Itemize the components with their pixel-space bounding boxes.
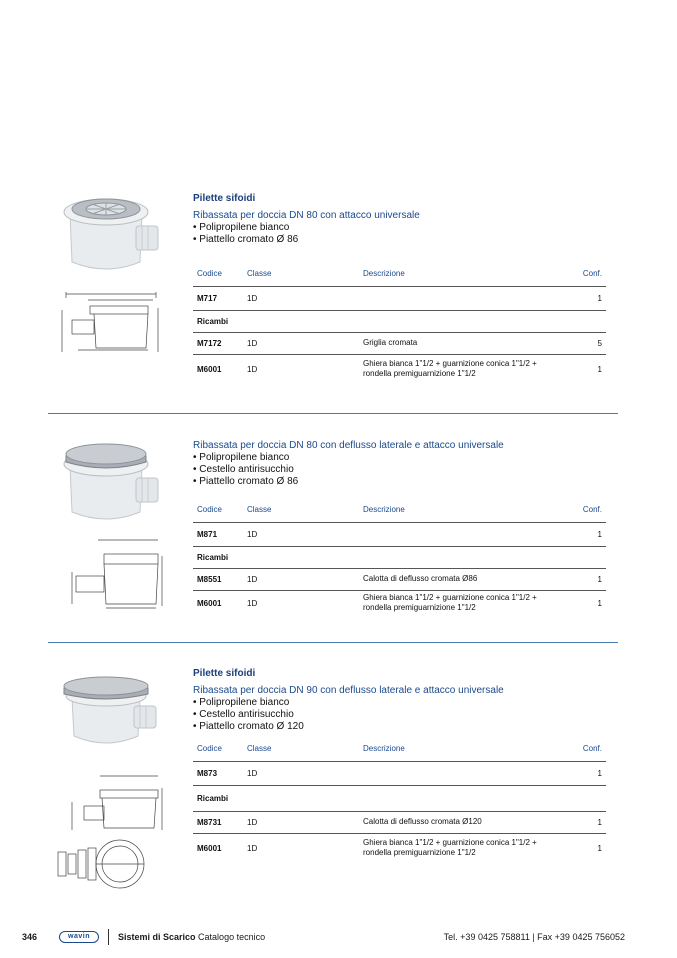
product-table [193, 262, 606, 384]
product-photo-3 [58, 674, 162, 748]
cell-class: 1D [243, 286, 359, 310]
table-row [193, 811, 606, 833]
footer-title-rest: Catalogo tecnico [195, 932, 266, 942]
cell-code: M7172 [193, 332, 243, 354]
bullet-item: • Cestello antirisucchio [193, 709, 294, 720]
header-desc: Descrizione [359, 498, 564, 522]
cell-qty: 1 [564, 568, 606, 590]
section-subtitle: Ribassata per doccia DN 80 con attacco universale [193, 210, 420, 221]
section-heading: Pilette sifoidi [193, 193, 256, 204]
product-photo-1 [58, 192, 162, 274]
cell-qty: 1 [564, 590, 606, 616]
cell-desc: Ghiera bianca 1"1/2 + guarnizione conica 1"1/2 + rondella premiguarnizione 1"1/2 [359, 833, 564, 863]
section-content-1 [193, 193, 606, 384]
header-code: Codice [193, 737, 243, 761]
table-header-row [193, 262, 606, 286]
cell-code: M6001 [193, 590, 243, 616]
header-class: Classe [243, 498, 359, 522]
table-row [193, 590, 606, 616]
bullet-item: • Piattello cromato Ø 86 [193, 476, 299, 487]
section-content-2 [193, 440, 606, 616]
cell-class: 1D [243, 332, 359, 354]
cell-code: M717 [193, 286, 243, 310]
table-row [193, 568, 606, 590]
cell-qty: 1 [564, 761, 606, 785]
bullet-item: • Polipropilene bianco [193, 697, 290, 708]
cell-code: M873 [193, 761, 243, 785]
cell-desc: Calotta di deflusso cromata Ø86 [359, 568, 564, 590]
cell-qty: 1 [564, 522, 606, 546]
ricambi-row [193, 310, 606, 332]
cell-desc [359, 286, 564, 310]
bullet-item: • Polipropilene bianco [193, 452, 290, 463]
footer-separator [108, 929, 109, 945]
footer-contact: Tel. +39 0425 758811 | Fax +39 0425 756052 [443, 932, 625, 942]
technical-drawing-1 [58, 290, 168, 358]
section-subtitle: Ribassata per doccia DN 90 con deflusso laterale e attacco universale [193, 685, 504, 696]
cell-qty: 1 [564, 833, 606, 863]
cell-qty: 5 [564, 332, 606, 354]
table-row [193, 354, 606, 384]
bullet-item: • Piattello cromato Ø 86 [193, 234, 299, 245]
footer-title [118, 932, 265, 942]
header-class: Classe [243, 262, 359, 286]
ricambi-label: Ricambi [197, 316, 229, 326]
table-header-row [193, 737, 606, 761]
header-qty: Conf. [564, 262, 606, 286]
ricambi-row [193, 785, 606, 811]
cell-code: M6001 [193, 833, 243, 863]
wavin-logo: wavin [59, 931, 99, 943]
bullet-item: • Piattello cromato Ø 120 [193, 721, 304, 732]
product-photo-2 [58, 440, 162, 524]
cell-code: M8731 [193, 811, 243, 833]
cell-desc [359, 761, 564, 785]
product-table [193, 498, 606, 616]
table-header-row [193, 498, 606, 522]
header-qty: Conf. [564, 737, 606, 761]
technical-drawing-3 [70, 772, 170, 834]
section-heading: Pilette sifoidi [193, 668, 256, 679]
table-row [193, 522, 606, 546]
bullet-item: • Cestello antirisucchio [193, 464, 294, 475]
ricambi-row [193, 546, 606, 568]
cell-desc: Griglia cromata [359, 332, 564, 354]
table-row [193, 833, 606, 863]
table-row [193, 332, 606, 354]
cell-code: M6001 [193, 354, 243, 384]
header-desc: Descrizione [359, 262, 564, 286]
cell-desc: Ghiera bianca 1"1/2 + guarnizione conica 1"1/2 + rondella premiguarnizione 1"1/2 [359, 354, 564, 384]
section-divider [48, 642, 618, 643]
header-desc: Descrizione [359, 737, 564, 761]
page-number: 346 [22, 932, 38, 942]
page-footer [0, 929, 677, 947]
cell-class: 1D [243, 522, 359, 546]
footer-title-bold: Sistemi di Scarico [118, 932, 196, 942]
table-row [193, 761, 606, 785]
cell-class: 1D [243, 811, 359, 833]
bullet-item: • Polipropilene bianco [193, 222, 290, 233]
cell-code: M871 [193, 522, 243, 546]
cell-class: 1D [243, 833, 359, 863]
section-divider [48, 413, 618, 414]
cell-desc [359, 522, 564, 546]
cell-class: 1D [243, 568, 359, 590]
ricambi-label: Ricambi [197, 793, 229, 803]
cell-code: M8551 [193, 568, 243, 590]
cell-qty: 1 [564, 811, 606, 833]
product-table [193, 737, 606, 863]
ricambi-label: Ricambi [197, 552, 229, 562]
cell-class: 1D [243, 590, 359, 616]
header-code: Codice [193, 498, 243, 522]
technical-drawing-2 [70, 536, 170, 612]
cell-desc: Calotta di deflusso cromata Ø120 [359, 811, 564, 833]
cell-qty: 1 [564, 286, 606, 310]
technical-drawing-top-view [52, 838, 162, 892]
section-subtitle: Ribassata per doccia DN 80 con deflusso laterale e attacco universale [193, 440, 504, 451]
cell-qty: 1 [564, 354, 606, 384]
cell-desc: Ghiera bianca 1"1/2 + guarnizione conica 1"1/2 + rondella premiguarnizione 1"1/2 [359, 590, 564, 616]
cell-class: 1D [243, 761, 359, 785]
header-code: Codice [193, 262, 243, 286]
header-class: Classe [243, 737, 359, 761]
table-row [193, 286, 606, 310]
header-qty: Conf. [564, 498, 606, 522]
section-content-3 [193, 668, 606, 863]
cell-class: 1D [243, 354, 359, 384]
